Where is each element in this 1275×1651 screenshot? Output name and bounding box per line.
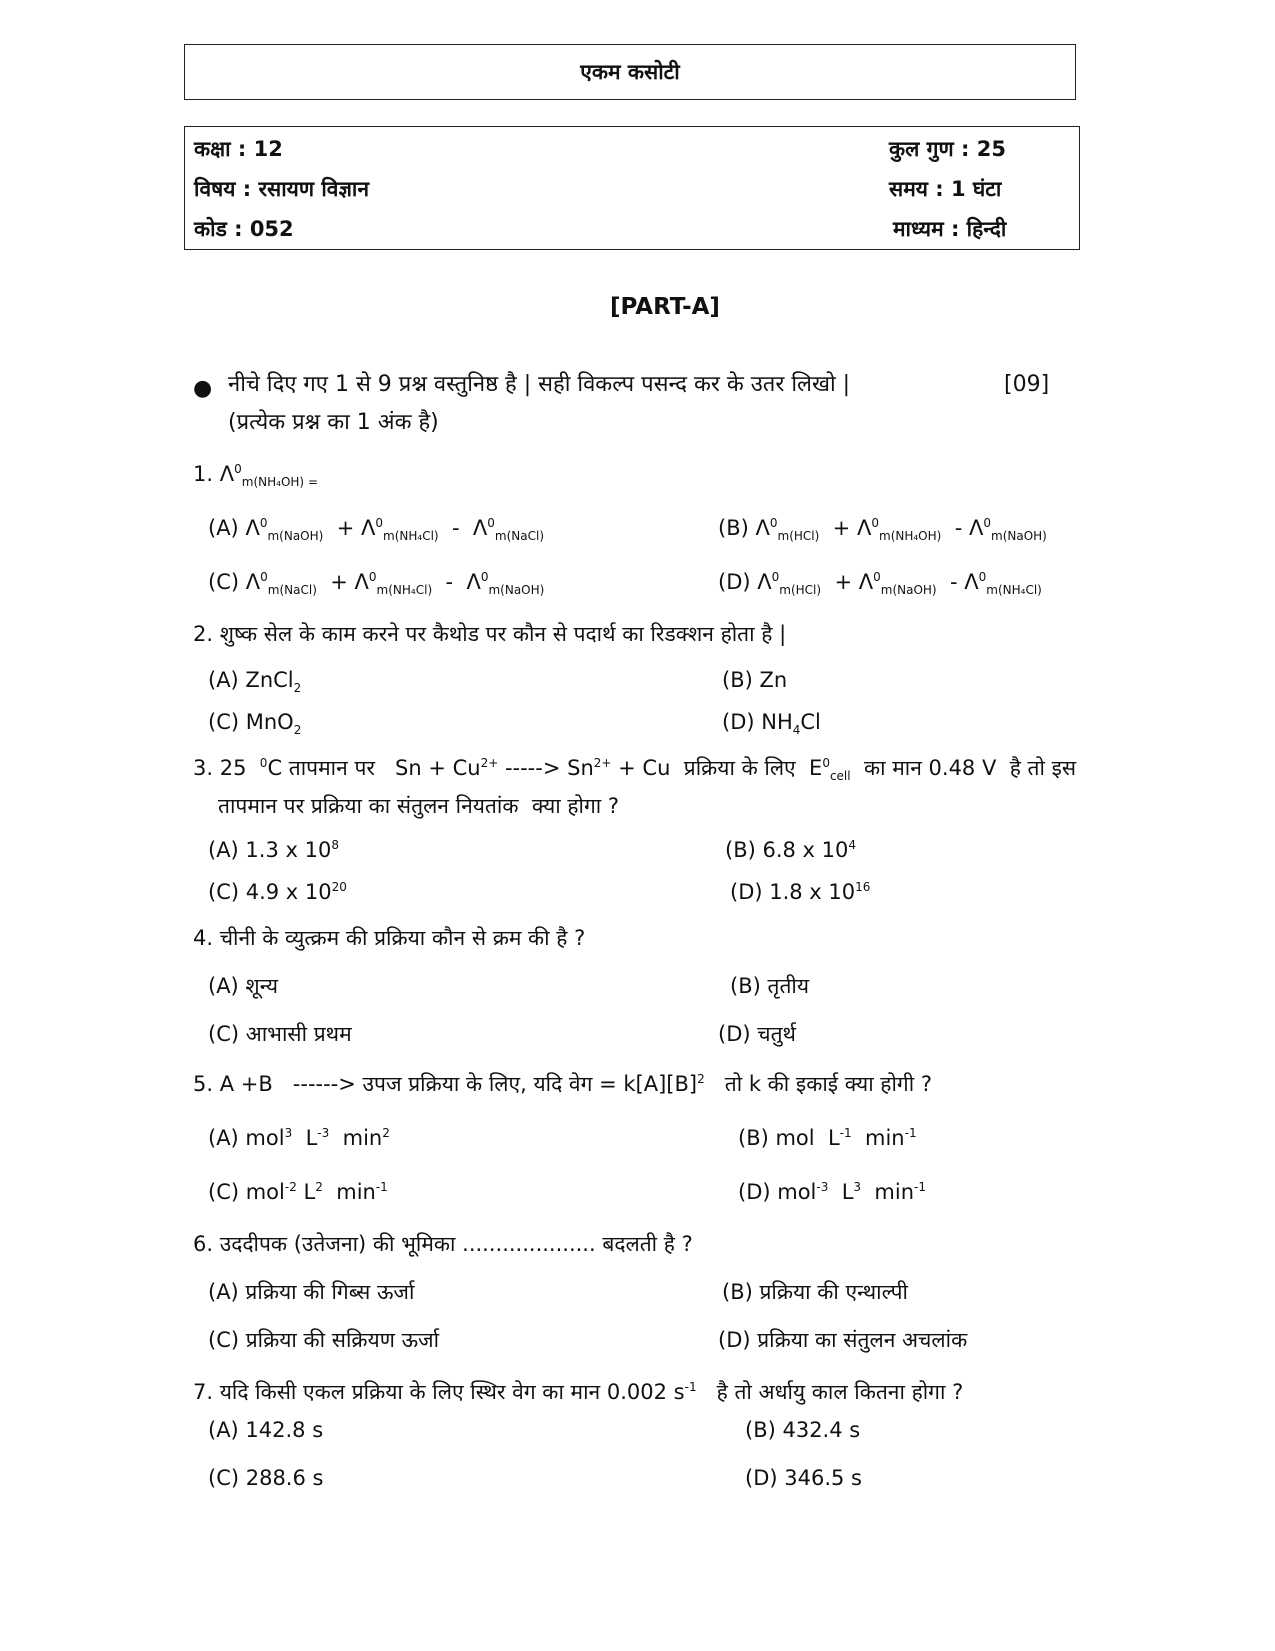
part-title: [PART-A] [610,294,720,320]
q2-option-a[interactable]: (A) ZnCl$_2$ [208,668,302,696]
q3-option-c[interactable]: (C) 4.9 x $10^{20}$ [208,880,347,904]
q1-option-c[interactable]: (C) $\Lambda^0_{m(NaCl)} + \Lambda^0_{m(NH_4Cl)} - \Lambda^0_{m(NaOH)}$ [208,570,545,598]
q7-option-a[interactable]: (A) 142.8 s [208,1418,324,1442]
question-5: 5. A +B ------> उपज प्रक्रिया के लिए, यदि वेग = $k[A][B]^2$ तो k की इकाई क्या होगी ? [193,1072,932,1096]
q6-option-d[interactable]: (D) प्रक्रिया का संतुलन अचलांक [718,1328,968,1352]
exam-time: समय : 1 घंटा [889,177,1002,201]
subject-label: विषय : रसायण विज्ञान [194,177,370,201]
q1-option-b[interactable]: (B) $\Lambda^0_{m(HCl)} + \Lambda^0_{m(NH_4OH)} - \Lambda^0_{m(NaOH)}$ [718,516,1047,544]
question-6: 6. उददीपक (उतेजना) की भूमिका .................... बदलती है ? [193,1232,693,1256]
q5-option-c[interactable]: (C) mol$^{-2}$ $L^2$ $\min^{-1}$ [208,1180,388,1204]
q2-option-d[interactable]: (D) $NH_4Cl$ [722,710,821,738]
q3-option-b[interactable]: (B) 6.8 x $10^4$ [725,838,857,862]
q3-option-a[interactable]: (A) 1.3 x $10^8$ [208,838,339,862]
q2-option-c[interactable]: (C) MnO$_2$ [208,710,302,738]
question-2: 2. शुष्क सेल के काम करने पर कैथोड पर कौन से पदार्थ का रिडक्शन होता है | [193,622,787,646]
instruction-marks: [09] [1004,372,1050,397]
instruction-line-1: नीचे दिए गए 1 से 9 प्रश्न वस्तुनिष्ठ है | सही विकल्प पसन्द कर के उतर लिखो | [228,372,851,397]
question-7: 7. यदि किसी एकल प्रक्रिया के लिए स्थिर वेग का मान 0.002 $s^{-1}$ है तो अर्धायु काल कितना होगा ? [193,1380,964,1404]
exam-title-box [184,44,1076,100]
q5-option-a[interactable]: (A) mol$^3$ $L^{-3}$ $\min^2$ [208,1126,390,1150]
bullet-icon: ● [193,376,213,401]
question-3-line-2: तापमान पर प्रक्रिया का संतुलन नियतांक क्या होगा ? [218,794,620,818]
q4-option-a[interactable]: (A) शून्य [208,974,279,998]
q4-option-d[interactable]: (D) चतुर्थ [718,1022,796,1046]
total-marks: कुल गुण : 25 [889,137,1006,161]
code-label: कोड : 052 [194,217,294,241]
q4-option-b[interactable]: (B) तृतीय [730,974,810,998]
q7-option-c[interactable]: (C) 288.6 s [208,1466,324,1490]
q7-option-b[interactable]: (B) 432.4 s [745,1418,861,1442]
q2-option-b[interactable]: (B) Zn [722,668,788,692]
q5-option-d[interactable]: (D) mol$^{-3}$ $L^3$ $\min^{-1}$ [738,1180,926,1204]
q5-option-b[interactable]: (B) mol $L^{-1}$ $\min^{-1}$ [738,1126,917,1150]
question-4: 4. चीनी के व्युत्क्रम की प्रक्रिया कौन से क्रम की है ? [193,926,586,950]
q4-option-c[interactable]: (C) आभासी प्रथम [208,1022,352,1046]
q1-option-a[interactable]: (A) $\Lambda^0_{m(NaOH)} + \Lambda^0_{m(NH_4Cl)} - \Lambda^0_{m(NaCl)}$ [208,516,545,544]
class-label: कक्षा : 12 [194,137,283,161]
q1-option-d[interactable]: (D) $\Lambda^0_{m(HCl)} + \Lambda^0_{m(NaOH)} - \Lambda^0_{m(NH_4Cl)}$ [718,570,1042,598]
exam-title: एकम कसोटी [580,60,680,84]
question-1: 1. $\Lambda^0_{m(NH_4OH) =}$ [193,462,318,490]
q6-option-c[interactable]: (C) प्रक्रिया की सक्रियण ऊर्जा [208,1328,440,1352]
question-3-line-1: 3. 25 $^0$C तापमान पर $Sn + Cu^{2+}$ -----> $Sn^{2+} + Cu$ प्रक्रिया के लिए $E^0_{cell}$ का मान 0.48 V है तो इस [193,756,1077,784]
instruction-line-2: (प्रत्येक प्रश्न का 1 अंक है) [228,410,439,435]
q6-option-a[interactable]: (A) प्रक्रिया की गिब्स ऊर्जा [208,1280,415,1304]
exam-medium: माध्यम : हिन्दी [893,217,1007,241]
q3-option-d[interactable]: (D) 1.8 x $10^{16}$ [730,880,871,904]
q7-option-d[interactable]: (D) 346.5 s [745,1466,862,1490]
q6-option-b[interactable]: (B) प्रक्रिया की एन्थाल्पी [722,1280,908,1304]
exam-info-box [184,126,1080,250]
